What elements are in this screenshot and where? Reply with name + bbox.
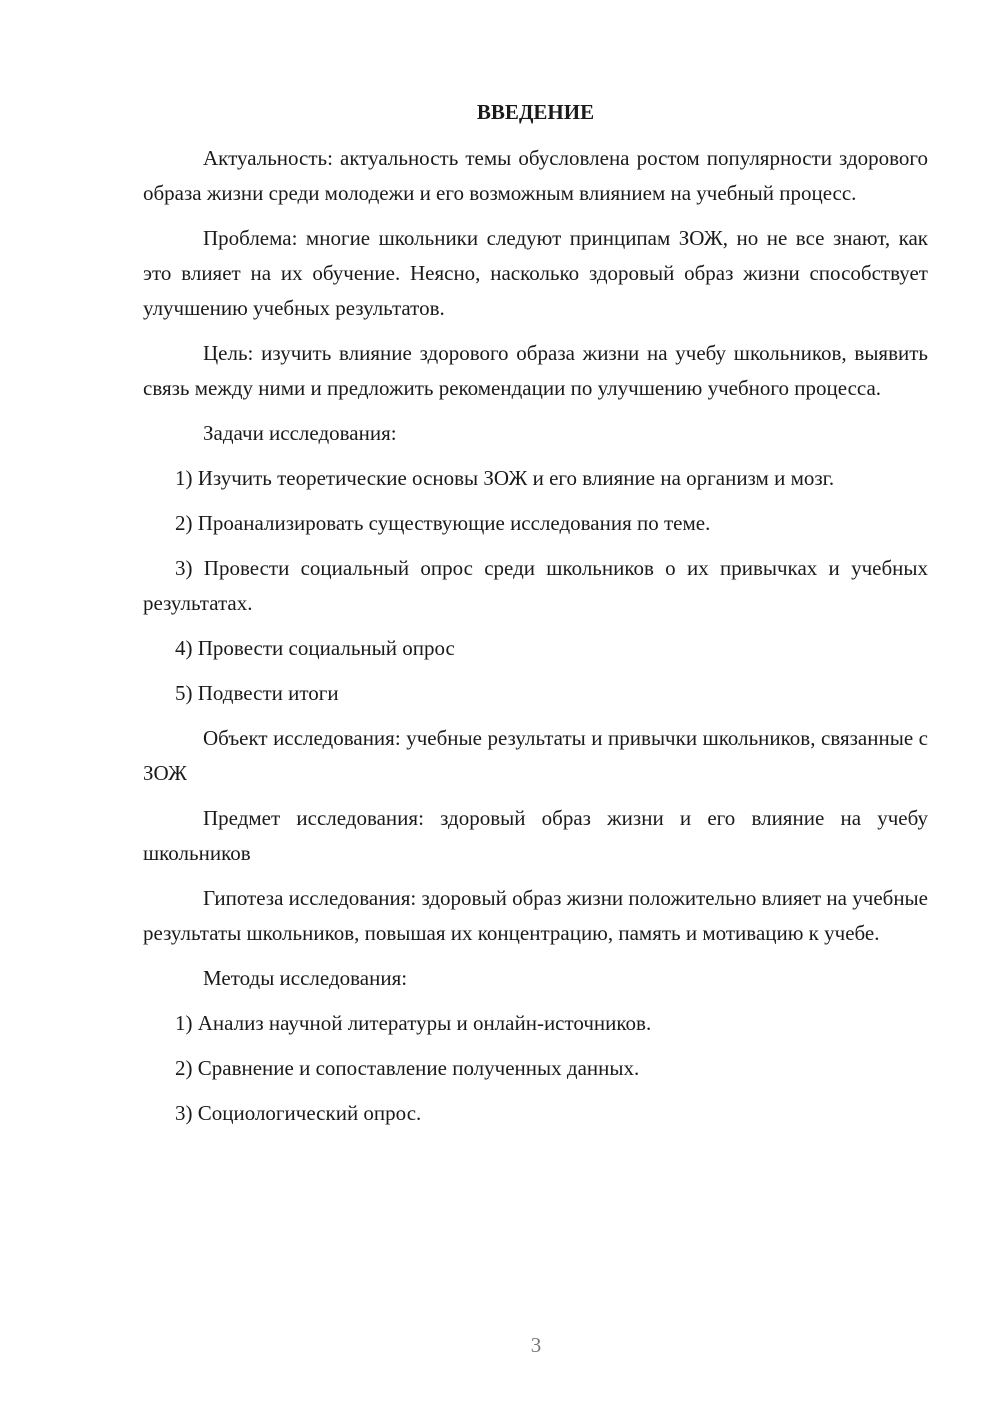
methods-heading: Методы исследования:: [203, 966, 408, 990]
tasks-heading: Задачи исследования:: [203, 421, 397, 445]
task-item-4: 4) Провести социальный опрос: [175, 636, 455, 660]
task-item-3: 3) Провести социальный опрос среди школьников о их привычках и учебных результатах.: [143, 556, 928, 615]
task-item-5: 5) Подвести итоги: [175, 681, 339, 705]
task-item-2: 2) Проанализировать существующие исследования по теме.: [175, 511, 711, 535]
section-title: ВВЕДЕНИЕ: [476, 100, 595, 124]
hypothesis-paragraph: Гипотеза исследования: здоровый образ жизни положительно влияет на учебные результаты школьников, повышая их концентрацию, память и мотивацию к учебе.: [143, 886, 928, 945]
task-item-1: 1) Изучить теоретические основы ЗОЖ и его влияние на организм и мозг.: [175, 466, 835, 490]
method-item-3: 3) Социологический опрос.: [175, 1101, 422, 1125]
subject-paragraph: Предмет исследования: здоровый образ жизни и его влияние на учебу школьников: [143, 806, 928, 865]
method-item-2: 2) Сравнение и сопоставление полученных данных.: [175, 1056, 640, 1080]
problem-paragraph: Проблема: многие школьники следуют принципам ЗОЖ, но не все знают, как это влияет на их обучение. Неясно, насколько здоровый образ жизни способствует улучшению учебных результатов.: [143, 226, 928, 320]
page-number: 3: [530, 1333, 542, 1357]
goal-paragraph: Цель: изучить влияние здорового образа жизни на учебу школьников, выявить связь между ними и предложить рекомендации по улучшению учебного процесса.: [143, 341, 928, 400]
method-item-1: 1) Анализ научной литературы и онлайн-источников.: [175, 1011, 652, 1035]
relevance-paragraph: Актуальность: актуальность темы обусловлена ростом популярности здорового образа жизни среди молодежи и его возможным влиянием на учебный процесс.: [143, 146, 928, 205]
object-paragraph: Объект исследования: учебные результаты и привычки школьников, связанные с ЗОЖ: [143, 726, 928, 785]
document-page: [143, 95, 928, 1141]
